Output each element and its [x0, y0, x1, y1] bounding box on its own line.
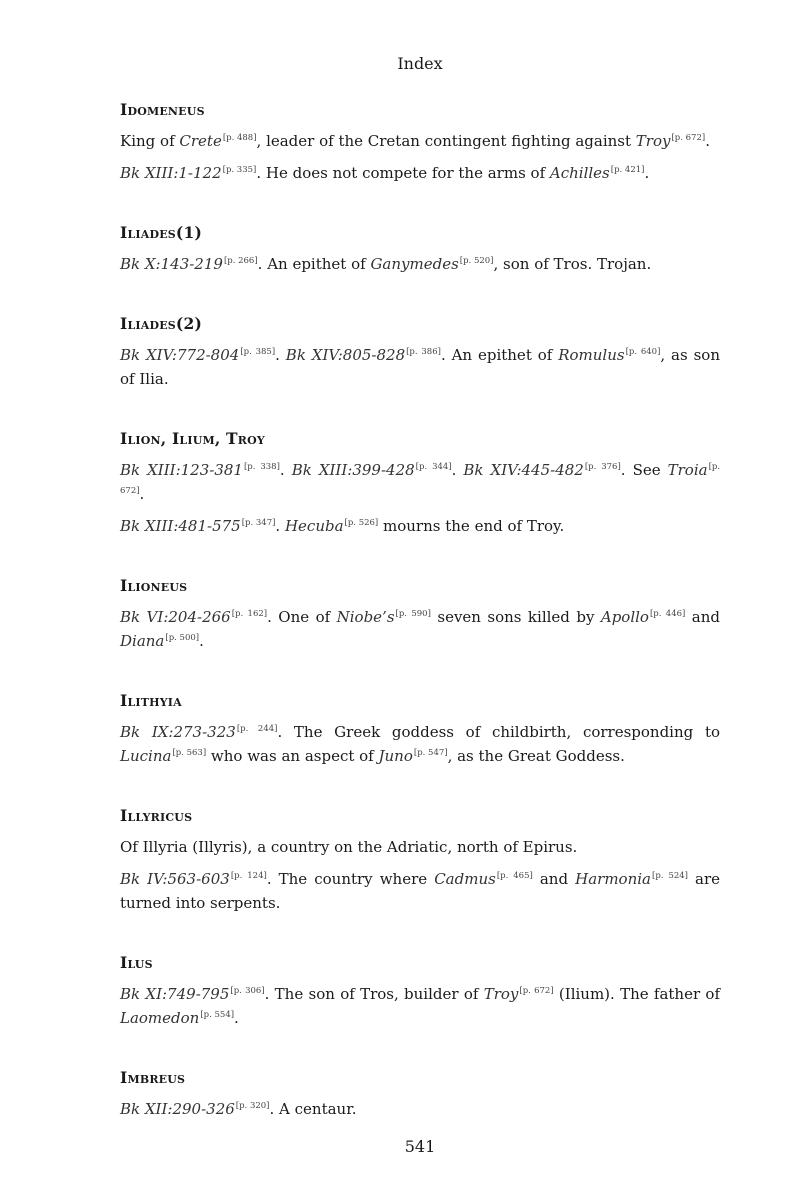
entry-description [120, 835, 720, 859]
entry-description [120, 1097, 720, 1121]
description-text: , son of Tros. Trojan. [493, 255, 652, 273]
cross-reference-link[interactable]: Bk XII:290-326 [120, 1100, 235, 1118]
description-text: King of [120, 132, 180, 150]
page-reference-link[interactable]: [p. 520] [459, 256, 494, 266]
entry-headword: Ilithyia [120, 691, 182, 710]
entry-description [120, 982, 720, 1030]
page-reference-link[interactable]: [p. 554] [200, 1010, 235, 1020]
description-text: . [705, 132, 710, 150]
page-reference-link[interactable]: [p. 500] [165, 633, 200, 643]
index-entry [120, 429, 720, 538]
page-reference-link[interactable]: [p. 672] [519, 986, 554, 996]
entry-headword: Illyricus [120, 806, 193, 825]
page-reference-link[interactable]: [p. 563] [172, 748, 207, 758]
description-text: . [139, 485, 145, 503]
entry-description [120, 252, 720, 276]
index-entry [120, 1068, 720, 1121]
index-entry [120, 806, 720, 915]
entry-headword: Ilus [120, 953, 153, 972]
page-reference-link[interactable]: [p. 640] [625, 347, 661, 357]
cross-reference-link[interactable]: Juno [378, 747, 413, 765]
cross-reference-link[interactable]: Hecuba [284, 517, 344, 535]
cross-reference-link[interactable]: Lucina [120, 747, 172, 765]
entry-description [120, 343, 720, 391]
index-entry [120, 953, 720, 1030]
page-reference-link[interactable]: [p. 547] [413, 748, 448, 758]
page-reference-link[interactable]: [p. 306] [230, 986, 265, 996]
page-reference-link[interactable]: [p. 338] [243, 462, 280, 472]
page-reference-link[interactable]: [p. 320] [235, 1101, 270, 1111]
cross-reference-link[interactable]: Troia [667, 461, 708, 479]
cross-reference-link[interactable]: Bk XIII:481-575 [120, 517, 241, 535]
entry-description [120, 129, 720, 153]
page-reference-link[interactable]: [p. 335] [222, 165, 257, 175]
entry-headword: Idomeneus [120, 100, 205, 119]
cross-reference-link[interactable]: Laomedon [120, 1009, 200, 1027]
page-number: 541 [404, 1137, 436, 1156]
description-text: . [275, 517, 285, 535]
description-text: , as son of Ilia. [120, 346, 720, 388]
description-text: . He does not compete for the arms of [256, 164, 550, 182]
cross-reference-link[interactable]: Bk XIII:1-122 [120, 164, 222, 182]
cross-reference-link[interactable]: Troy [635, 132, 671, 150]
page-reference-link[interactable]: [p. 386] [406, 347, 441, 357]
cross-reference-link[interactable]: Troy [483, 985, 519, 1003]
entry-headword: Iliades(2) [120, 314, 202, 333]
description-text: . An epithet of [440, 346, 559, 364]
description-text: . An epithet of [257, 255, 371, 273]
cross-reference-link[interactable]: Harmonia [575, 870, 651, 888]
cross-reference-link[interactable]: Niobe’s [336, 608, 395, 626]
entry-description [120, 161, 720, 185]
entry-description [120, 720, 720, 768]
index-entry [120, 223, 720, 276]
entry-headword: Iliades(1) [120, 223, 202, 242]
running-head: Index [397, 54, 443, 73]
page-reference-link[interactable]: [p. 347] [241, 518, 276, 528]
description-text: . The country where [266, 870, 435, 888]
description-text: . A centaur. [269, 1100, 357, 1118]
description-text: . [234, 1009, 239, 1027]
entry-headword: Ilion, Ilium, Troy [120, 429, 265, 448]
cross-reference-link[interactable]: Ganymedes [370, 255, 459, 273]
entry-description [120, 867, 720, 915]
description-text: Of Illyria (Illyris), a country on the Adriatic, north of Epirus. [120, 838, 578, 856]
page-reference-link[interactable]: [p. 672] [120, 462, 721, 496]
description-text: , leader of the Cretan contingent fighting against [256, 132, 636, 150]
description-text: and [685, 608, 721, 626]
page-reference-link[interactable]: [p. 672] [671, 133, 706, 143]
page-reference-link[interactable]: [p. 376] [584, 462, 621, 472]
cross-reference-link[interactable]: Diana [120, 632, 165, 650]
description-text: who was an aspect of [206, 747, 379, 765]
entry-description [120, 605, 720, 653]
entry-headword: Imbreus [120, 1068, 186, 1087]
cross-reference-link[interactable]: Bk XIII:399-428 [291, 461, 415, 479]
index-entry [120, 314, 720, 391]
entry-headword: Ilioneus [120, 576, 188, 595]
cross-reference-link[interactable]: Romulus [558, 346, 625, 364]
cross-reference-link[interactable]: Bk VI:204-266 [120, 608, 231, 626]
index-entry [120, 100, 720, 185]
page-reference-link[interactable]: [p. 162] [231, 609, 268, 619]
description-text: . [644, 164, 650, 182]
description-text: . [279, 461, 292, 479]
cross-reference-link[interactable]: Bk XIII:123-381 [120, 461, 243, 479]
description-text: . The son of Tros, builder of [264, 985, 484, 1003]
description-text: . See [620, 461, 668, 479]
entry-description [120, 514, 720, 538]
description-text: mourns the end of Troy. [378, 517, 565, 535]
cross-reference-link[interactable]: Crete [179, 132, 222, 150]
description-text: . [275, 346, 286, 364]
page-reference-link[interactable]: [p. 266] [223, 256, 258, 266]
cross-reference-link[interactable]: Bk XIV:805-828 [285, 346, 406, 364]
page-reference-link[interactable]: [p. 421] [610, 165, 645, 175]
page-reference-link[interactable]: [p. 524] [652, 871, 688, 881]
page-reference-link[interactable]: [p. 488] [222, 133, 257, 143]
page-reference-link[interactable]: [p. 124] [230, 871, 267, 881]
cross-reference-link[interactable]: Bk IV:563-603 [120, 870, 230, 888]
cross-reference-link[interactable]: Bk XIV:445-482 [463, 461, 584, 479]
index-entry [120, 691, 720, 768]
cross-reference-link[interactable]: Bk XIV:772-804 [120, 346, 240, 364]
cross-reference-link[interactable]: Achilles [549, 164, 610, 182]
description-text: seven sons killed by [430, 608, 601, 626]
description-text: , as the Great Goddess. [447, 747, 625, 765]
page-reference-link[interactable]: [p. 244] [236, 724, 278, 734]
page-reference-link[interactable]: [p. 446] [649, 609, 686, 619]
description-text: . One of [267, 608, 337, 626]
page-reference-link[interactable]: [p. 465] [496, 871, 533, 881]
description-text: and [532, 870, 576, 888]
cross-reference-link[interactable]: Bk X:143-219 [120, 255, 223, 273]
description-text: are turned into serpents. [120, 870, 721, 912]
description-text: . [451, 461, 464, 479]
entry-description [120, 458, 720, 506]
description-text: (Ilium). The father of [553, 985, 721, 1003]
description-text: . [199, 632, 204, 650]
description-text: . The Greek goddess of childbirth, corresponding to [277, 723, 721, 741]
cross-reference-link[interactable]: Cadmus [434, 870, 496, 888]
page-reference-link[interactable]: [p. 590] [395, 609, 431, 619]
index-content [120, 100, 720, 1159]
page-reference-link[interactable]: [p. 526] [344, 518, 379, 528]
index-entry [120, 576, 720, 653]
cross-reference-link[interactable]: Bk XI:749-795 [120, 985, 230, 1003]
page-reference-link[interactable]: [p. 344] [415, 462, 452, 472]
cross-reference-link[interactable]: Bk IX:273-323 [120, 723, 236, 741]
page-reference-link[interactable]: [p. 385] [240, 347, 276, 357]
cross-reference-link[interactable]: Apollo [600, 608, 649, 626]
